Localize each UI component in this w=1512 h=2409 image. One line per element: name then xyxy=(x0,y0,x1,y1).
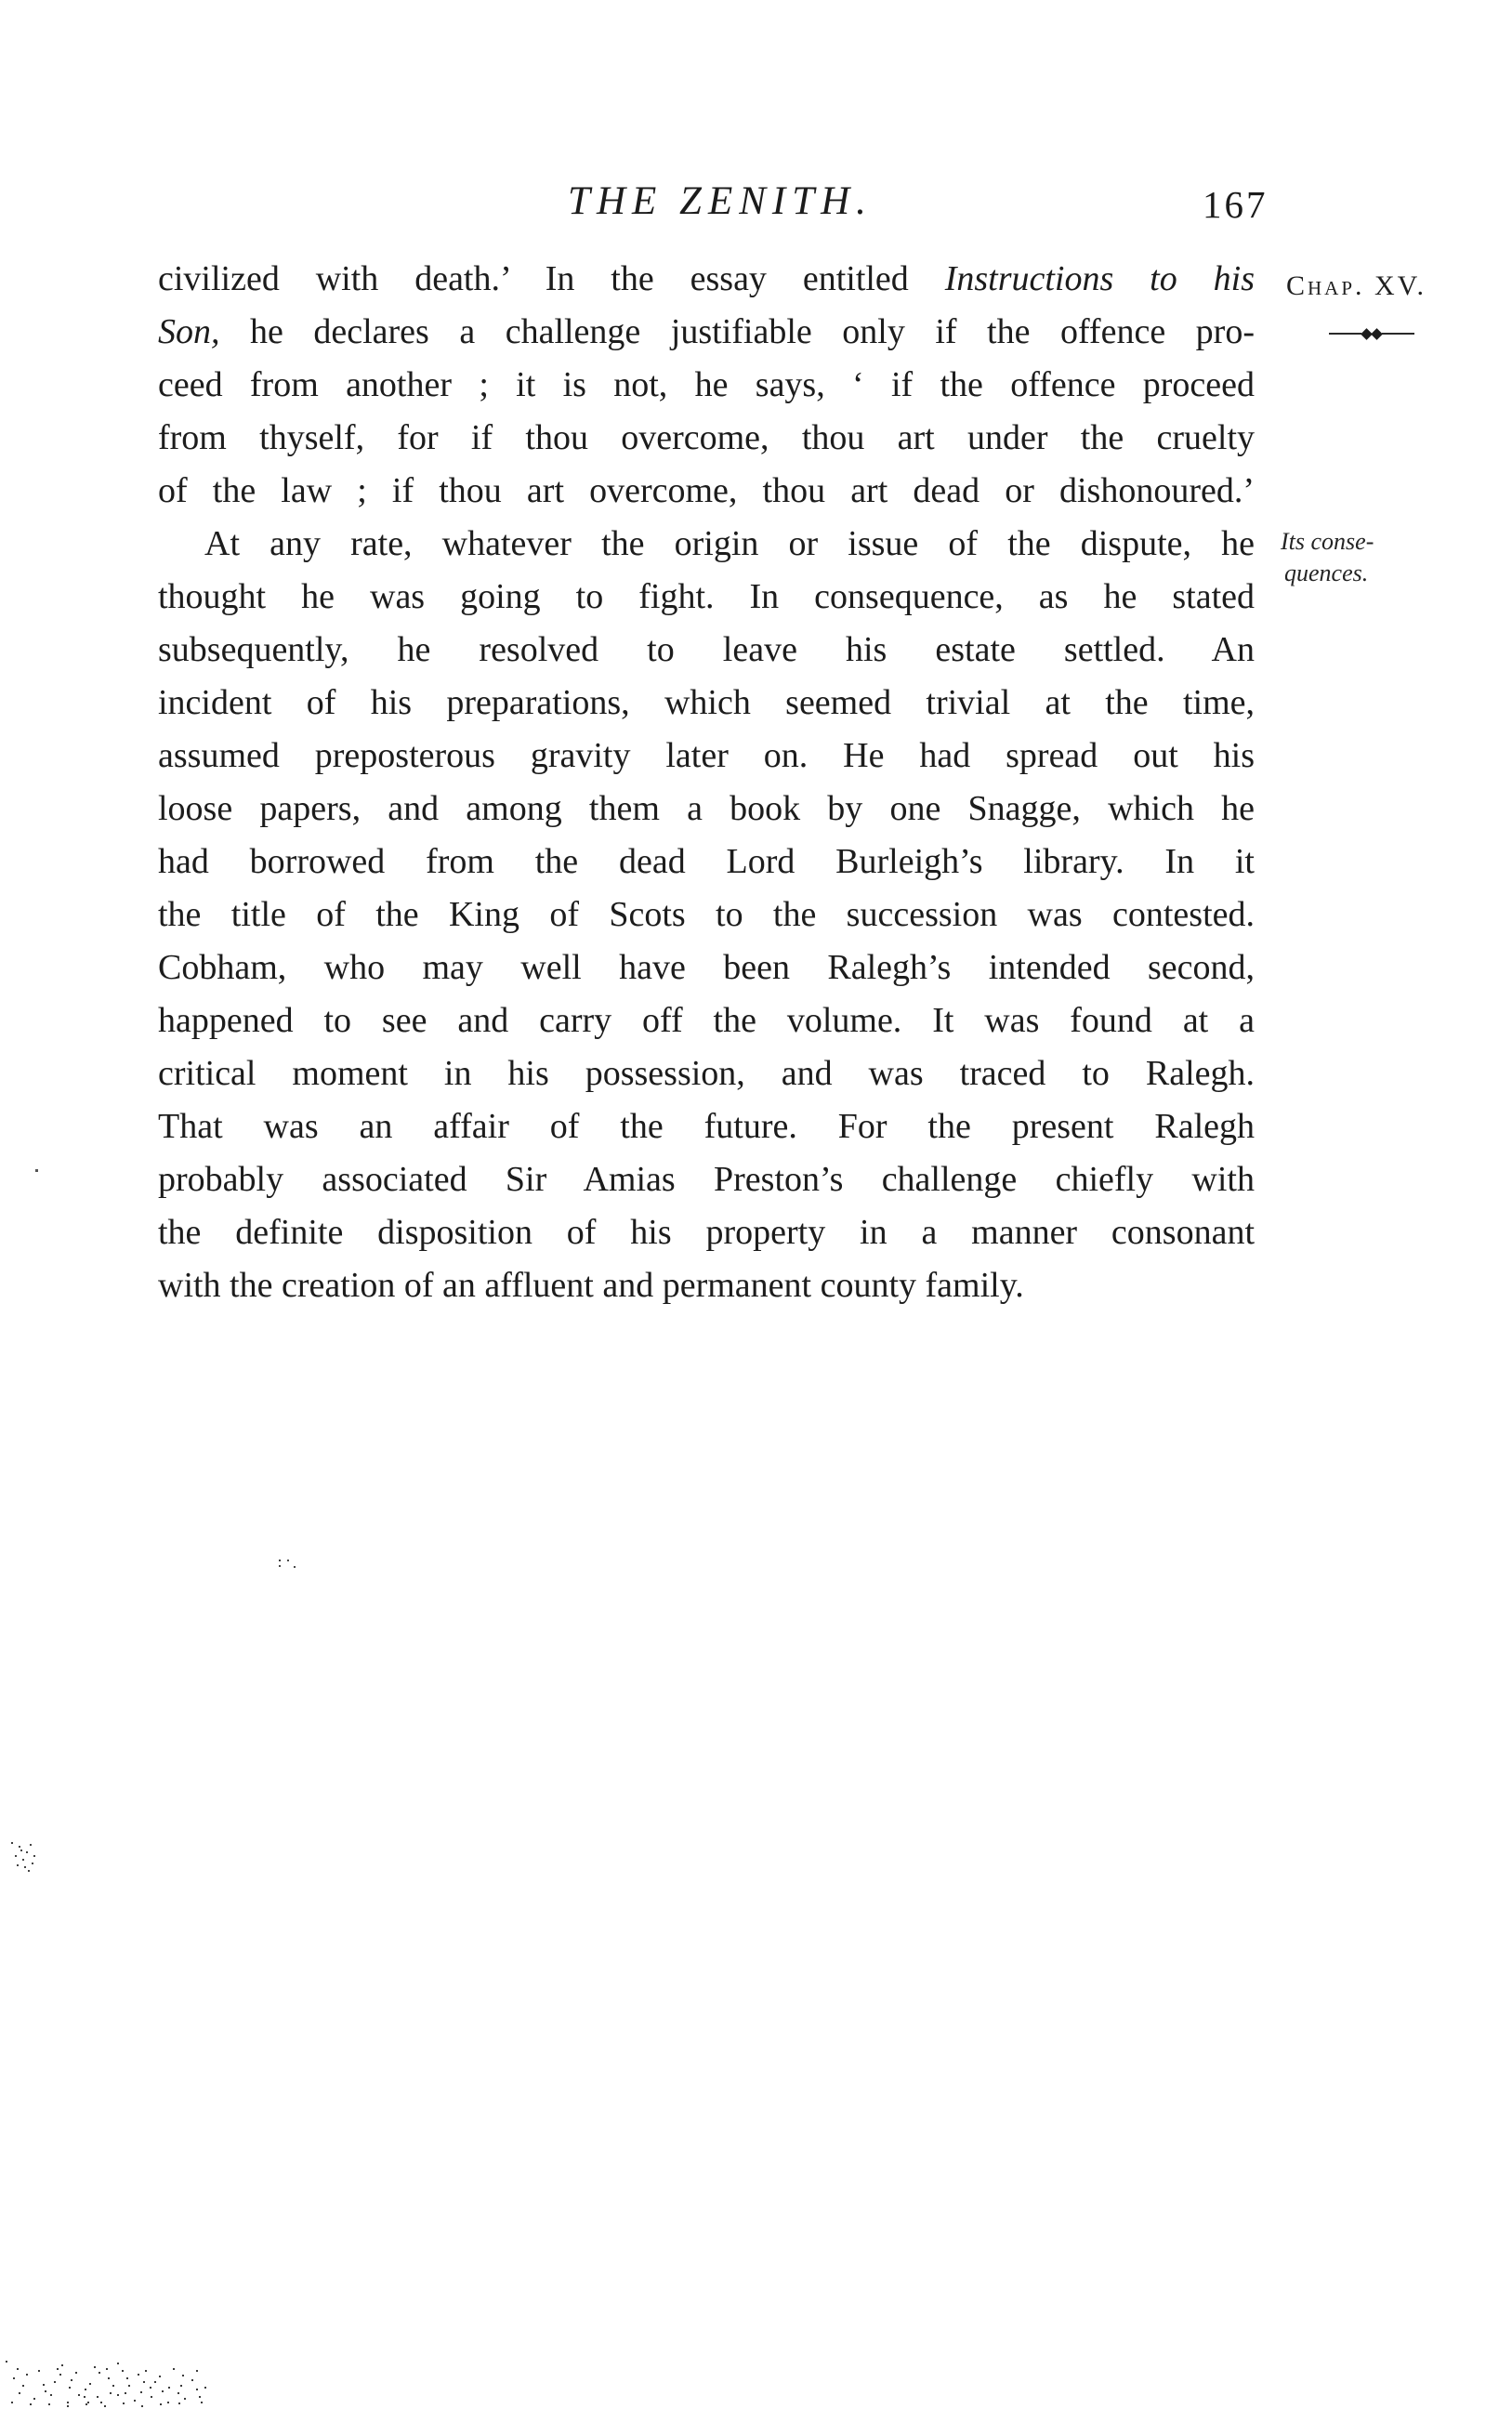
text-run: loose papers, and among them a book by one Snagge, which he xyxy=(158,789,1255,828)
text-run: the definite disposition of his property in a manner consonant xyxy=(158,1213,1255,1252)
text-line xyxy=(158,1100,1255,1153)
text-run: happened to see and carry off the volume. It was found at a xyxy=(158,1001,1255,1040)
rule-line-left xyxy=(1329,333,1361,335)
scan-noise-speck xyxy=(279,1560,281,1561)
text-run: subsequently, he resolved to leave his estate settled. An xyxy=(158,630,1255,669)
text-line xyxy=(158,994,1255,1047)
scan-noise-left-margin xyxy=(11,1842,13,1844)
italic-text-run: Instructions to his xyxy=(944,259,1255,298)
text-run: That was an affair of the future. For the present Ralegh xyxy=(158,1107,1255,1146)
text-line xyxy=(158,783,1255,836)
text-run: ceed from another ; it is not, he says, ‘ if the offence proceed xyxy=(158,365,1255,404)
text-run: assumed preposterous gravity later on. He had spread out his xyxy=(158,736,1255,775)
text-run: of the law ; if thou art overcome, thou art dead or dishonoured.’ xyxy=(158,471,1255,510)
diamond-icon xyxy=(1371,328,1383,340)
text-run: incident of his preparations, which seemed trivial at the time, xyxy=(158,683,1255,722)
text-line xyxy=(158,412,1255,465)
text-line xyxy=(158,359,1255,412)
running-header xyxy=(158,178,1255,234)
text-run: probably associated Sir Amias Preston’s challenge chiefly with xyxy=(158,1160,1255,1199)
text-line xyxy=(158,624,1255,677)
text-line xyxy=(158,571,1255,624)
text-run: had borrowed from the dead Lord Burleigh’s library. In it xyxy=(158,842,1255,881)
chapter-ornament-rule xyxy=(1329,327,1414,340)
text-run: the title of the King of Scots to the succession was contested. xyxy=(158,895,1255,934)
text-line xyxy=(158,1206,1255,1259)
text-run: Cobham, who may well have been Ralegh’s intended second, xyxy=(158,948,1255,987)
text-line xyxy=(158,465,1255,518)
text-run: with the creation of an affluent and permanent county family. xyxy=(158,1266,1024,1305)
text-run: he declares a challenge justifiable only if the offence pro- xyxy=(219,312,1255,351)
side-note-line-2: quences. xyxy=(1284,559,1369,586)
body-text xyxy=(158,253,1255,1312)
rule-line-right xyxy=(1382,333,1414,335)
text-line xyxy=(158,1259,1255,1312)
text-line xyxy=(158,253,1255,306)
text-line xyxy=(158,1047,1255,1100)
scan-noise-bottom-left xyxy=(6,2361,7,2363)
text-line xyxy=(158,836,1255,889)
text-line xyxy=(158,518,1255,571)
text-line xyxy=(158,889,1255,941)
text-line xyxy=(158,941,1255,994)
margin-chapter-note: Chap. XV. xyxy=(1286,270,1427,301)
page-number: 167 xyxy=(1203,183,1269,226)
side-note-line-1: Its conse- xyxy=(1281,528,1374,555)
text-line xyxy=(158,306,1255,359)
scan-noise-dot xyxy=(35,1169,38,1172)
text-run: critical moment in his possession, and was traced to Ralegh. xyxy=(158,1054,1255,1093)
margin-side-note xyxy=(1281,526,1439,589)
page-title: THE ZENITH. xyxy=(568,179,873,223)
text-line xyxy=(158,677,1255,730)
text-run: thought he was going to fight. In consequence, as he stated xyxy=(158,577,1255,616)
text-run: At any rate, whatever the origin or issue of the dispute, he xyxy=(204,524,1255,563)
italic-text-run: Son, xyxy=(158,312,220,351)
text-run: civilized with death.’ In the essay entitled xyxy=(158,259,945,298)
text-run: from thyself, for if thou overcome, thou art under the cruelty xyxy=(158,418,1255,457)
text-line xyxy=(158,1153,1255,1206)
text-line xyxy=(158,730,1255,783)
